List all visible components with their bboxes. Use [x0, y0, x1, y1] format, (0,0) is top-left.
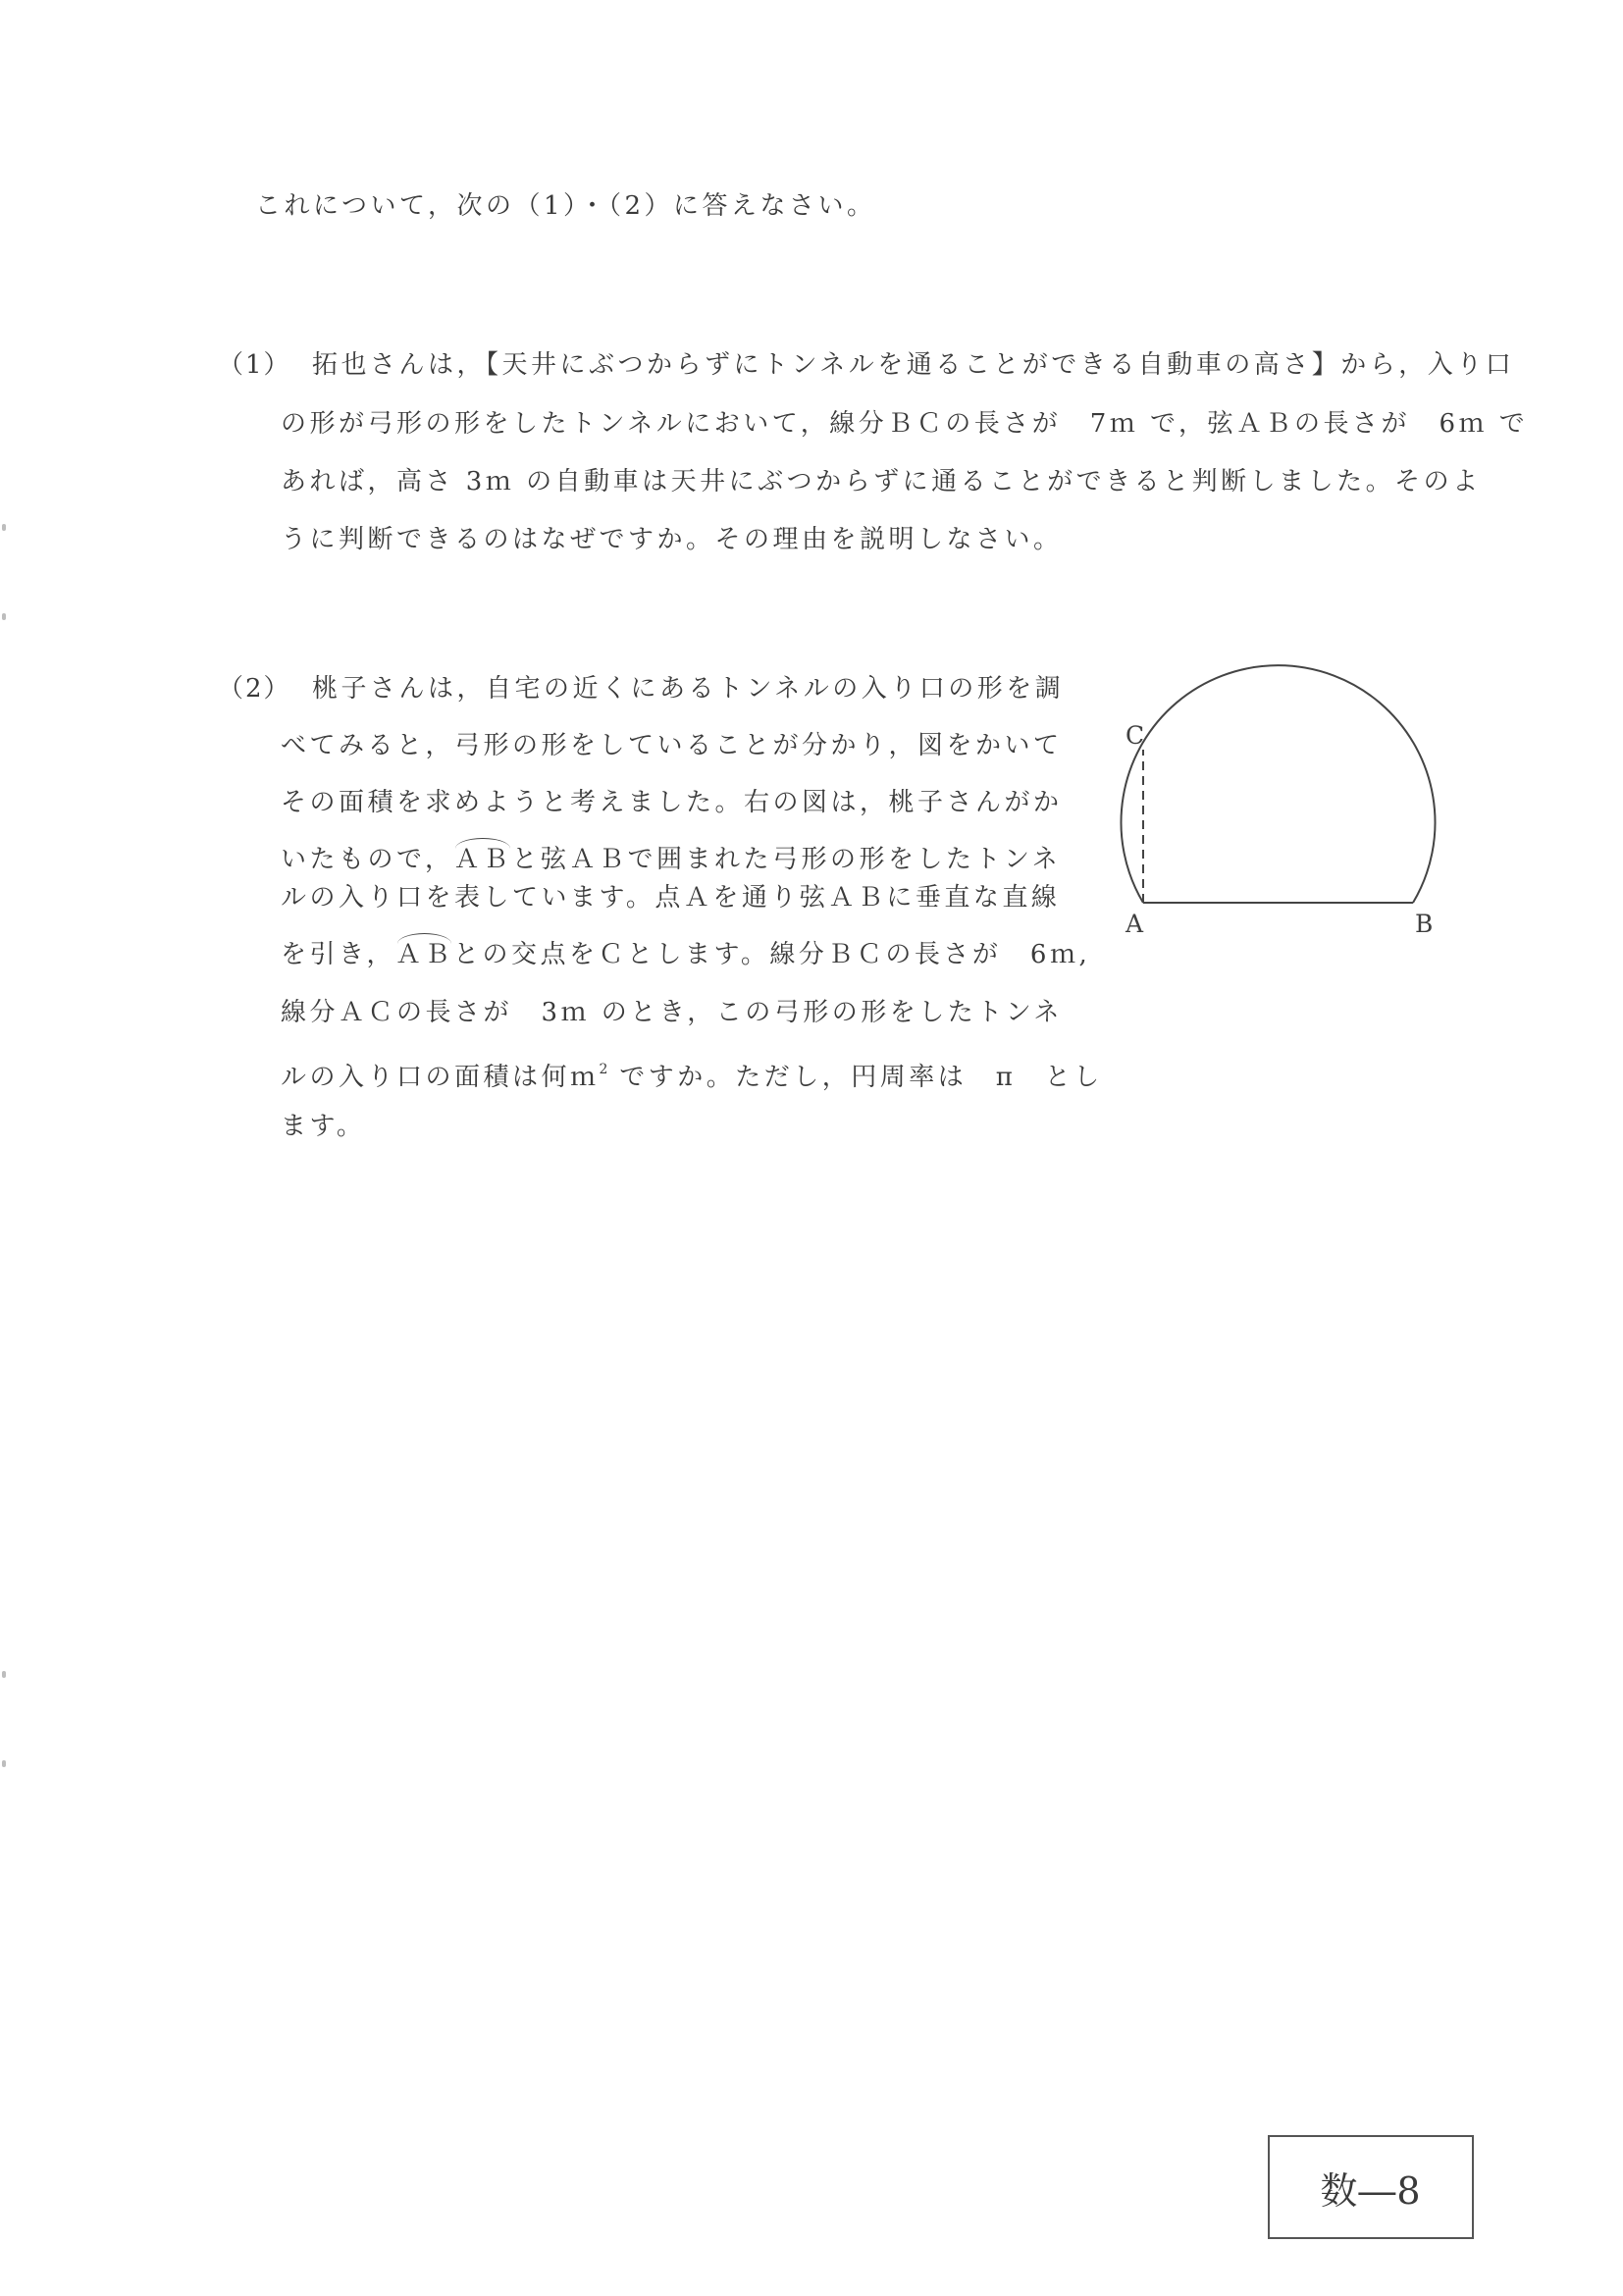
label-b: B [1415, 910, 1434, 938]
question-1-line: うに判断できるのはなぜですか。その理由を説明しなさい。 [281, 525, 1063, 554]
scan-artifact [2, 1671, 6, 1678]
arc-ab: ＡＢ [453, 840, 511, 879]
text-segment: と弦ＡＢで囲まれた弓形の形をしたトンネ [511, 845, 1062, 874]
question-1-line: 拓也さんは，【天井にぶつからずにトンネルを通ることができる自動車の高さ】から，入り口 [312, 350, 1515, 380]
question-2-line: 桃子さんは，自宅の近くにあるトンネルの入り口の形を調 [312, 674, 1065, 704]
tunnel-diagram [1099, 657, 1492, 991]
text-segment: ですか。ただし，円周率は π とし [607, 1063, 1103, 1092]
question-2-line: その面積を求めようと考えました。右の図は，桃子さんがか [281, 788, 1063, 817]
page-number: 数―8 [1320, 2168, 1422, 2213]
question-2-line: べてみると，弓形の形をしていることが分かり，図をかいて [281, 731, 1063, 760]
question-1-line: あれば，高さ 3ｍ の自動車は天井にぶつからずに通ることができると判断しました。そのよ [281, 467, 1482, 496]
text-segment: との交点をＣとします。線分ＢＣの長さが 6ｍ, [452, 940, 1091, 969]
scan-artifact [2, 1760, 6, 1767]
scan-artifact [2, 613, 6, 620]
text-segment: いたもので， [281, 845, 454, 874]
question-2-line [281, 840, 1061, 879]
label-c: C [1126, 721, 1145, 750]
question-2-line: ます。 [281, 1112, 366, 1141]
arc-ab: ＡＢ [395, 935, 453, 974]
intro-text: これについて，次の（1）・（2）に答えなさい。 [255, 191, 876, 221]
text-segment: ルの入り口の面積は何ｍ [281, 1063, 600, 1092]
text-segment: を引き， [281, 940, 395, 969]
question-1-number: （1） [218, 350, 291, 380]
scan-artifact [2, 524, 6, 531]
question-2-line [281, 1050, 1103, 1097]
page-number-box [1268, 2135, 1474, 2239]
question-2-line: ルの入り口を表しています。点Ａを通り弦ＡＢに垂直な直線 [281, 883, 1061, 913]
label-a: A [1126, 910, 1144, 938]
superscript: 2 [599, 1062, 608, 1077]
question-2-line: 線分ＡＣの長さが 3ｍ のとき，この弓形の形をしたトンネ [281, 998, 1063, 1027]
question-1-line: の形が弓形の形をしたトンネルにおいて，線分ＢＣの長さが 7ｍ で，弦ＡＢの長さが 6ｍ で [281, 409, 1529, 439]
question-2-number: （2） [218, 674, 291, 704]
question-2-line [281, 935, 1090, 974]
arc-ab-shape [1122, 665, 1436, 903]
